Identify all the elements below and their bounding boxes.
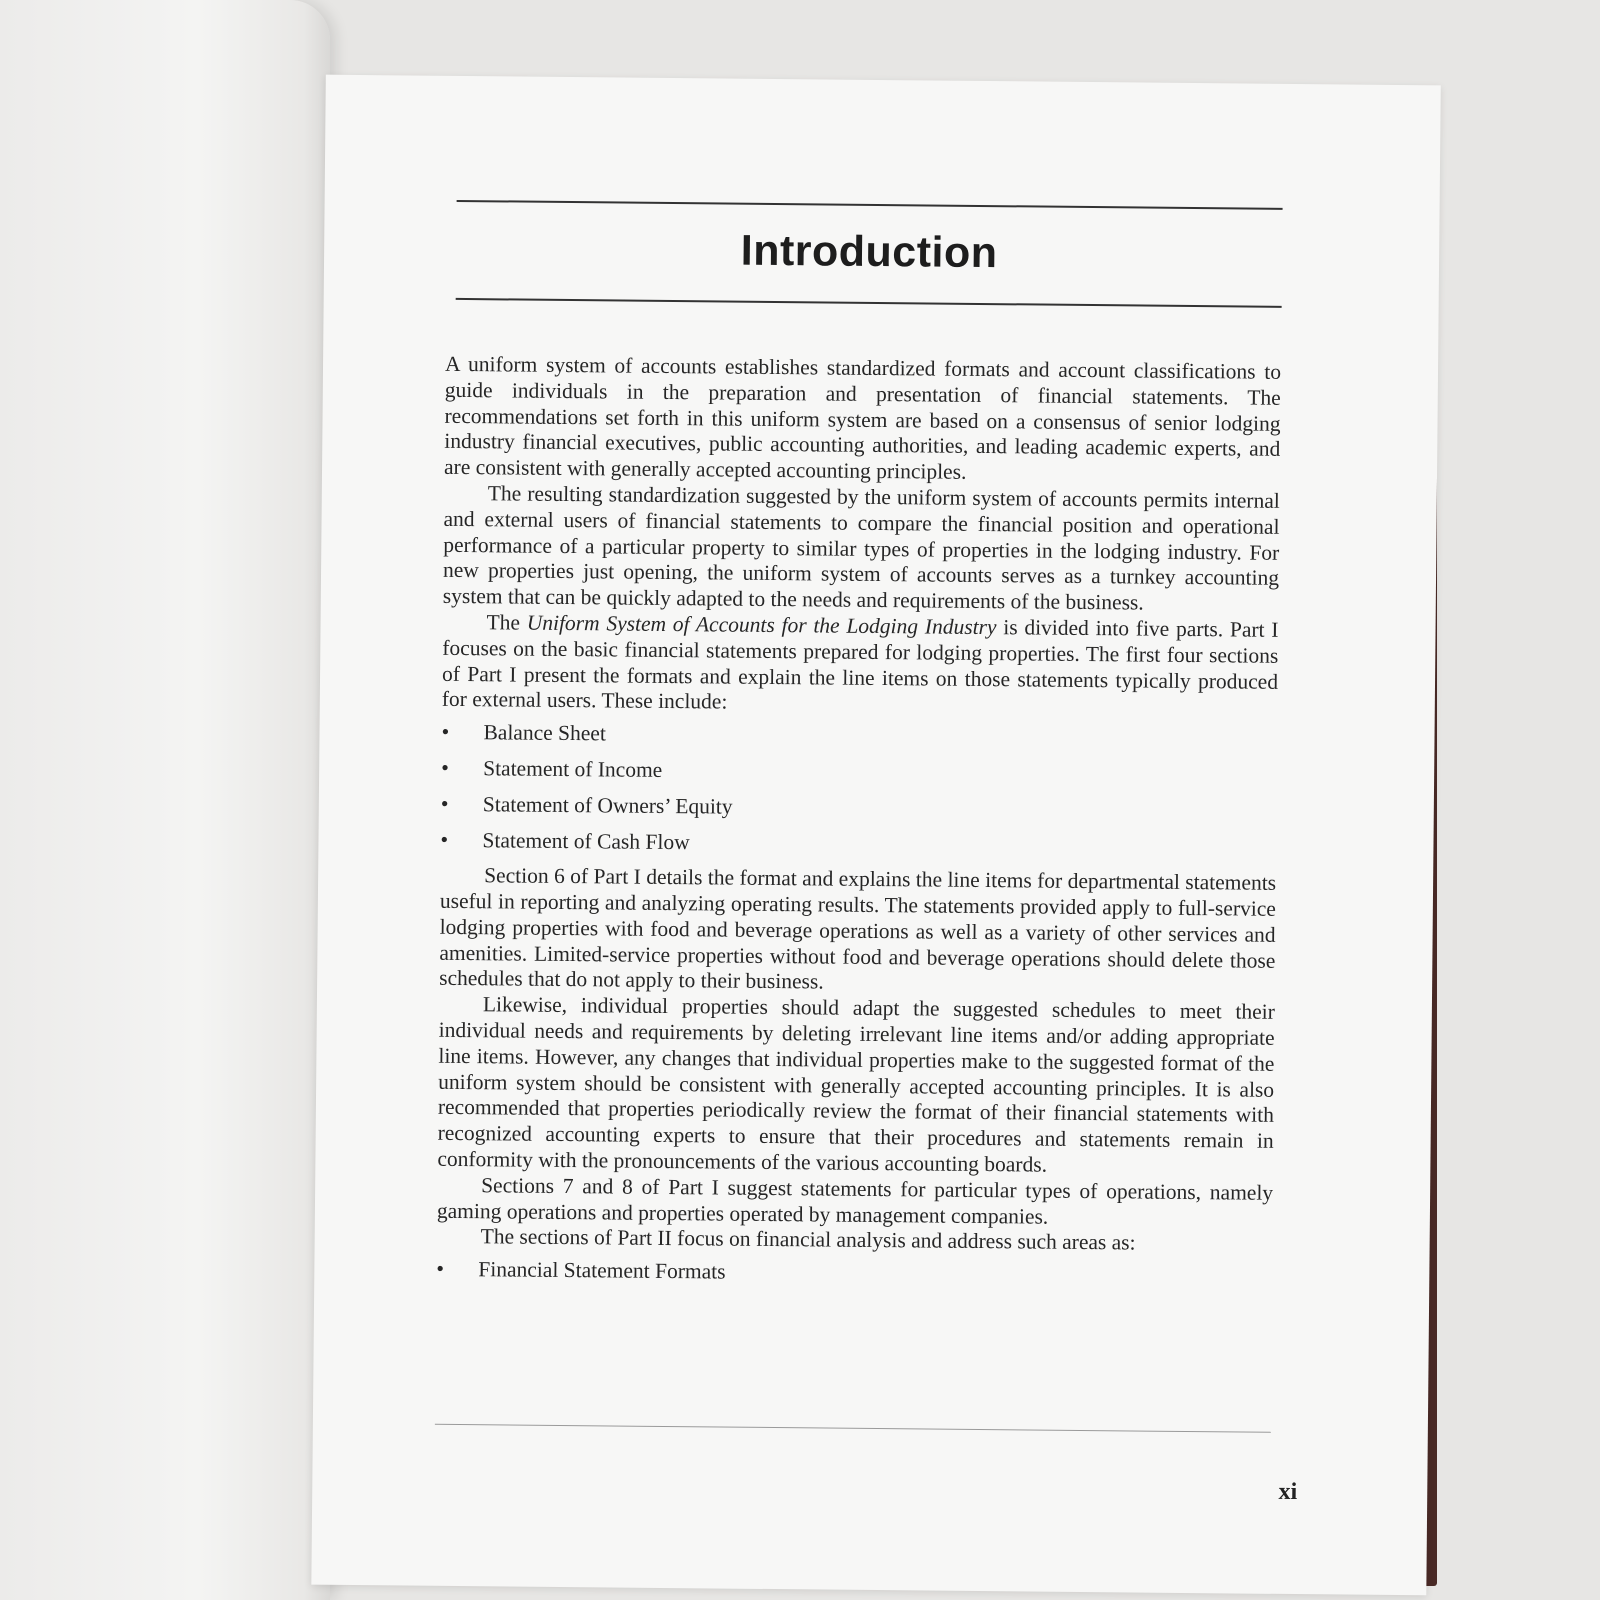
list-item: [441, 719, 1277, 753]
list-item: [441, 791, 1277, 825]
paragraph-2: The resulting standardization suggested by the uniform system of accounts permits internal and external users of financial statements to compare the financial position and operational performance of a particular property to similar types of properties in the lodging industry. For new properties just opening, the uniform system of accounts serves as a turnkey accounting system that can be quickly adapted to the needs and requirements of the business.: [442, 481, 1280, 615]
list-item-label: Statement of Owners’ Equity: [482, 792, 733, 819]
paragraph-3-pre: The: [486, 610, 527, 635]
title-rule-bottom: [456, 298, 1282, 308]
list-item: [440, 827, 1276, 861]
list-item-label: Statement of Income: [483, 756, 663, 783]
bullet-icon: •: [436, 1255, 445, 1281]
list-item: [441, 755, 1277, 789]
paragraph-7: The sections of Part II focus on financial analysis and address such areas as:: [480, 1224, 1136, 1255]
bullet-icon: •: [441, 718, 450, 745]
bullet-icon: •: [441, 754, 450, 781]
list-item-label: Financial Statement Formats: [478, 1257, 726, 1284]
list-item-label: Balance Sheet: [483, 720, 607, 746]
paragraph-4: Section 6 of Part I details the format and explains the line items for departmental statements useful in reporting and analyzing operating results. The statements provided apply to full-service lodging properties with food and beverage operations as well as a variety of other services and amenities. Limited-service properties without food and beverage operations should delete those schedules that do not apply to their business.: [439, 863, 1277, 994]
analysis-list: [436, 1256, 1272, 1290]
list-item-label: Statement of Cash Flow: [482, 828, 690, 855]
left-page: [0, 0, 330, 1600]
book-page: [311, 75, 1440, 1596]
footer-rule: [435, 1424, 1271, 1433]
paragraph-3-post: is divided into five parts. Part I focuses on the basic financial statements prepared for lodging properties. The first four sections of Part I present the formats and explain the line items on those statements typically produced for external users. These include:: [441, 615, 1279, 714]
paragraph-6: Sections 7 and 8 of Part I suggest statements for particular types of operations, namely gaming operations and properties operated by management companies.: [436, 1172, 1274, 1229]
statements-list: [440, 719, 1277, 861]
paragraph-5: Likewise, individual properties should adapt the suggested schedules to meet their individual needs and requirements by deleting irrelevant line items and/or adding appropriate line items. However, any changes that individual properties make to the suggested format of the uniform system should be consistent with generally accepted accounting principles. It is also recommended that properties periodically review the format of their financial statements with recognized accounting experts to ensure that their procedures and statements remain in conformity with the pronouncements of the various accounting boards.: [437, 992, 1275, 1177]
book-title-italic: Uniform System of Accounts for the Lodging Industry: [526, 610, 997, 640]
page-number: xi: [1278, 1478, 1298, 1506]
bullet-icon: •: [440, 790, 449, 817]
body-text: [436, 352, 1281, 1300]
paragraph-1: A uniform system of accounts establishes standardized formats and account classifications to guide individuals in the preparation and presentation of financial statements. The recommendations set forth in this uniform system are based on a consensus of senior lodging industry financial executives, public accounting authorities, and leading academic experts, and are consistent with generally accepted accounting principles.: [443, 351, 1282, 485]
paragraph-3: [442, 610, 1279, 721]
list-item: [436, 1256, 1272, 1290]
title-rule-top: [457, 200, 1283, 210]
page-title: Introduction: [740, 226, 998, 278]
bullet-icon: •: [440, 826, 449, 853]
